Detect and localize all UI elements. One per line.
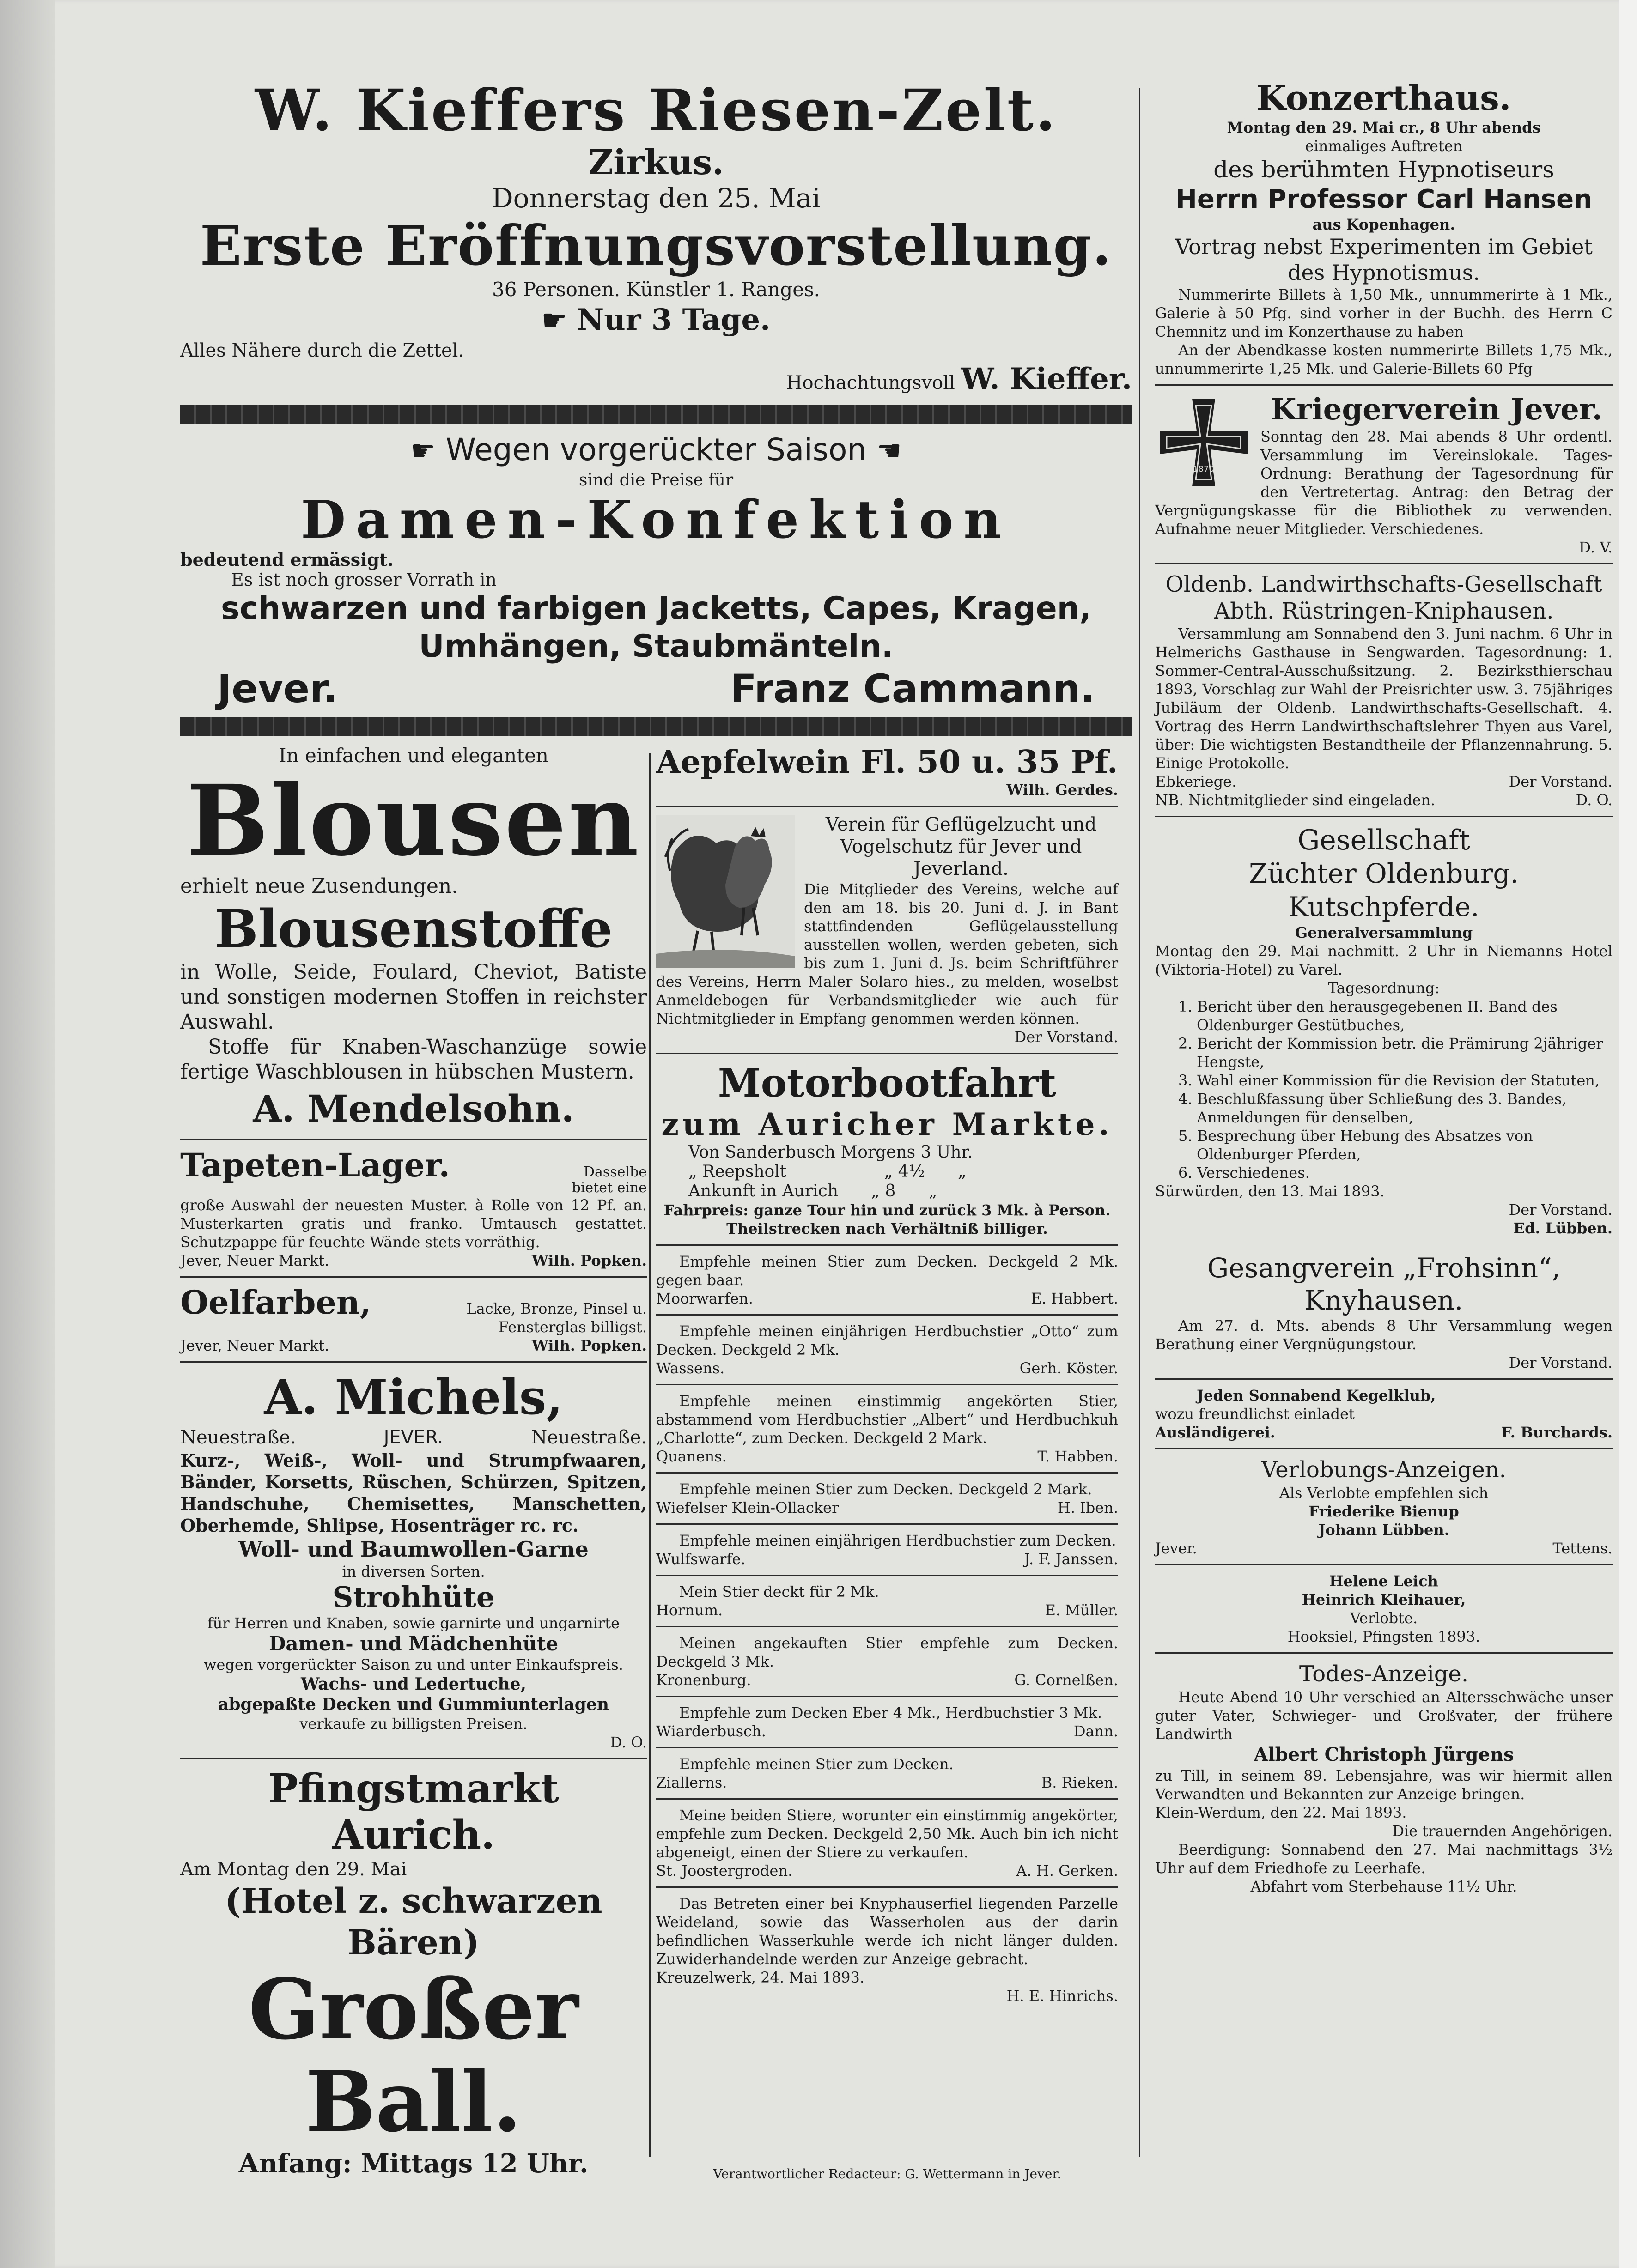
separator <box>656 1314 1118 1316</box>
todes-ad <box>1155 1660 1613 1896</box>
pointing-hand-right-icon: ☛ <box>410 435 436 467</box>
kutschpferde-sign1: Der Vorstand. <box>1509 1201 1613 1219</box>
landwirtschaft-ad <box>1155 571 1613 809</box>
separator <box>1155 1652 1613 1654</box>
mendelsohn-intro: In einfachen und eleganten <box>279 744 548 767</box>
landwirtschaft-sign: Der Vorstand. <box>1509 773 1613 790</box>
separator <box>656 1886 1118 1888</box>
separator <box>656 1747 1118 1748</box>
mendelsohn-headline2: Blousenstoffe <box>214 899 613 959</box>
verlobung-status: Verlobte. <box>1350 1609 1418 1627</box>
michels-text6: wegen vorgerückter Saison zu und unter Einkaufspreis. <box>204 1656 623 1674</box>
popken-oelfarben-headline: Oelfarben, <box>180 1283 371 1322</box>
stier-place: St. Joostergroden. <box>656 1862 793 1880</box>
gefluegel-ad <box>656 813 1118 1046</box>
todes-sign: Die trauernden Angehörigen. <box>1392 1822 1613 1840</box>
stier-place: Kronenburg. <box>656 1671 751 1689</box>
gefluegel-sign: Der Vorstand. <box>1014 1028 1118 1046</box>
stier-name: B. Rieken. <box>1041 1774 1118 1791</box>
kutschpferde-ad <box>1155 824 1613 1237</box>
michels-text1: Kurz-, Weiß-, Woll- und Strumpfwaaren, Bänder, Korsetts, Rüschen, Schürzen, Spitzen, Handschuhe, Chemisettes, Manschetten, Oberhemde, Shlipse, Hosenträger rc. rc. <box>180 1450 647 1536</box>
mendelsohn-ad <box>180 744 647 1133</box>
separator <box>180 1361 647 1363</box>
kutschpferde-text: Montag den 29. Mai nachmitt. 2 Uhr in Niemanns Hotel (Viktoria-Hotel) zu Varel. <box>1155 942 1613 978</box>
verlobung-place2: Tettens. <box>1552 1540 1613 1557</box>
separator <box>656 1244 1118 1246</box>
cammann-line3: bedeutend ermässigt. <box>180 549 394 570</box>
separator <box>656 1523 1118 1525</box>
stier-name: E. Müller. <box>1045 1601 1118 1619</box>
weideland-text: Das Betreten einer bei Knyphauserfiel liegenden Parzelle Weideland, sowie das Wasserholen aus der darin befindlichen Wasserkuhle werde ich nicht länger dulden. Zuwiderhandelnde werden zur Anzeige gebracht. <box>656 1895 1118 1968</box>
popken-tapeten-name: Wilh. Popken. <box>531 1252 647 1269</box>
stier-ad <box>656 1704 1118 1740</box>
todes-name: Albert Christoph Jürgens <box>1254 1744 1514 1765</box>
krieger-text: Sonntag den 28. Mai abends 8 Uhr ordentl. Versammlung im Vereinslokale. Tages-Ordnung: Berathung der Tagesordnung für den Vertretertag. Antrag: den Betrag der Vergnügungskasse für die Bibliothek zu verwenden. Aufnahme neuer Mitglieder. Verschiedenes. <box>1155 428 1613 538</box>
stier-name: E. Habbert. <box>1031 1290 1118 1307</box>
popken-tapeten-aside: Dasselbe bietet eine <box>572 1164 647 1196</box>
kieffer-title: W. Kieffers Riesen-Zelt. <box>255 77 1058 144</box>
todes-headline: Todes-Anzeige. <box>1299 1661 1469 1687</box>
landwirtschaft-headline2: Abth. Rüstringen-Kniphausen. <box>1214 598 1554 624</box>
separator <box>656 1798 1118 1800</box>
michels-text9: verkaufe zu billigsten Preisen. <box>299 1715 528 1733</box>
michels-text8: abgepaßte Decken und Gummiunterlagen <box>218 1695 609 1714</box>
michels-text4: für Herren und Knaben, sowie garnirte und ungarnirte <box>207 1614 620 1632</box>
verlobung-name1: Friederike Bienup <box>1308 1503 1459 1520</box>
stier-name: G. Cornelßen. <box>1014 1671 1118 1689</box>
stier-ad <box>656 1634 1118 1689</box>
kutschpferde-agenda-item: 3. Wahl einer Kommission für die Revision der Statuten, <box>1178 1072 1600 1089</box>
separator <box>656 1626 1118 1627</box>
motorboot-time: „ 4½ <box>884 1162 925 1181</box>
verlobung-place3: Hooksiel, Pfingsten 1893. <box>1287 1628 1480 1645</box>
michels-text7: Wachs- und Ledertuche, <box>300 1674 527 1694</box>
konzerthaus-from: aus Kopenhagen. <box>1312 216 1455 233</box>
kieffer-persons: 36 Personen. Künstler 1. Ranges. <box>492 278 821 301</box>
gefluegel-title: Verein für Geflügelzucht und Vogelschutz für Jever und Jeverland. <box>825 814 1097 879</box>
weideland-place: Kreuzelwerk, 24. Mai 1893. <box>656 1969 865 1986</box>
kegelklub-line2: wozu freundlichst einladet <box>1155 1405 1355 1423</box>
todes-text1: Heute Abend 10 Uhr verschied an Altersschwäche unser guter Vater, Schwieger- und Großvater, der frühere Landwirth <box>1155 1688 1613 1743</box>
separator <box>1155 1378 1613 1380</box>
popken-oelfarben-place: Jever, Neuer Markt. <box>180 1337 329 1354</box>
michels-town: JEVER. <box>383 1427 444 1448</box>
krieger-sign: D. V. <box>1579 539 1613 556</box>
popken-oelfarben-ad <box>180 1284 647 1355</box>
aurich-ad <box>180 1766 647 2179</box>
weideland-ad <box>656 1894 1118 2005</box>
kutschpferde-headline1: Gesellschaft <box>1297 824 1470 856</box>
stier-place: Moorwarfen. <box>656 1290 753 1307</box>
apfelwein-headline: Aepfelwein Fl. 50 u. 35 Pf. <box>656 744 1118 781</box>
apfelwein-ad <box>656 744 1118 799</box>
cammann-line1: Wegen vorgerückter Saison <box>445 432 867 467</box>
todes-text3: Beerdigung: Sonnabend den 27. Mai nachmittags 3½ Uhr auf dem Friedhofe zu Leerhafe. <box>1155 1841 1613 1877</box>
motorboot-row-2 <box>656 1162 1118 1182</box>
separator <box>656 1384 1118 1385</box>
motorboot-place: Ankunft in Aurich <box>688 1182 838 1201</box>
page-edge-right <box>1619 0 1637 2268</box>
right-column <box>1155 79 1613 1896</box>
ornamental-rule <box>180 405 1132 424</box>
separator <box>1155 563 1613 564</box>
popken-tapeten-text: große Auswahl der neuesten Muster. à Rolle von 12 Pf. an. Musterkarten gratis und franko. Umtausch gestattet. Schutzpappe für feuchte Wände stets vorräthig. <box>180 1196 647 1251</box>
konzerthaus-ad <box>1155 79 1613 378</box>
kutschpferde-agenda-item: 2. Bericht der Kommission betr. die Prämirung 2jähriger Hengste, <box>1178 1035 1603 1071</box>
stier-place: Quanens. <box>656 1448 727 1465</box>
stier-text: Meine beiden Stiere, worunter ein einstimmig angekörter, empfehle zum Decken. Deckgeld 2,50 Mk. Auch bin ich nicht abgeneigt, einen der Stiere zu verkaufen. <box>656 1807 1118 1861</box>
michels-headline: A. Michels, <box>264 1369 563 1425</box>
cammann-ad <box>180 429 1132 712</box>
frohsinn-headline1: Gesangverein „Frohsinn“, <box>1207 1252 1561 1284</box>
kutschpferde-agenda-title: Tagesordnung: <box>1328 979 1440 997</box>
cross-year: 1870 <box>1193 464 1214 474</box>
separator <box>180 1276 647 1278</box>
stier-text: Mein Stier deckt für 2 Mk. <box>679 1583 879 1601</box>
stier-text: Meinen angekauften Stier empfehle zum Decken. Deckgeld 3 Mk. <box>656 1634 1118 1670</box>
verlobung-place1: Jever. <box>1155 1540 1197 1557</box>
stier-ad <box>656 1583 1118 1619</box>
stier-text: Empfehle meinen einstimmig angekörten Stier, abstammend vom Herdbuchstier „Albert“ und Herdbuchkuh „Charlotte“, zum Decken. Deckgeld 2 Mark. <box>656 1392 1118 1447</box>
cammann-line5: schwarzen und farbigen Jacketts, Capes, Kragen, <box>221 590 1091 627</box>
cammann-line2: sind die Preise für <box>578 471 734 490</box>
kutschpferde-agenda-item: 5. Besprechung über Hebung des Absatzes von Oldenburger Pferden, <box>1178 1127 1533 1163</box>
aurich-event: Großer Ball. <box>248 1961 579 2151</box>
column-rule-right <box>1139 88 1140 2157</box>
verlobung-name4: Heinrich Kleihauer, <box>1302 1591 1466 1608</box>
verlobung-headline: Verlobungs-Anzeigen. <box>1261 1457 1506 1483</box>
landwirtschaft-place: Ebkeriege. <box>1155 773 1237 790</box>
aurich-start: Anfang: Mittags 12 Uhr. <box>238 2148 589 2179</box>
kutschpferde-agenda-item: 6. Verschiedenes. <box>1178 1164 1310 1182</box>
apfelwein-name: Wilh. Gerdes. <box>1006 781 1118 799</box>
landwirtschaft-headline1: Oldenb. Landwirthschafts-Gesellschaft <box>1165 571 1602 597</box>
kutschpferde-agenda-item: 1. Bericht über den herausgegebenen II. Band des Oldenburger Gestütbuches, <box>1178 998 1558 1034</box>
frohsinn-sign: Der Vorstand. <box>1509 1354 1613 1371</box>
left-column <box>180 744 647 2179</box>
kutschpferde-place: Sürwürden, den 13. Mai 1893. <box>1155 1183 1385 1200</box>
frohsinn-text: Am 27. d. Mts. abends 8 Uhr Versammlung wegen Berathung einer Vergnügungstour. <box>1155 1317 1613 1353</box>
separator <box>180 1139 647 1140</box>
separator <box>1155 816 1613 817</box>
top-section <box>180 79 1132 741</box>
separator <box>656 806 1118 807</box>
separator <box>656 1472 1118 1474</box>
motorboot-unit: „ <box>928 1182 937 1201</box>
motorboot-place: Von Sanderbusch Morgens <box>688 1143 916 1162</box>
popken-oelfarben-name: Wilh. Popken. <box>531 1337 647 1354</box>
stier-text: Empfehle meinen Stier zum Decken. Deckgeld 2 Mk. gegen baar. <box>656 1253 1118 1289</box>
kegelklub-ad <box>1155 1386 1613 1442</box>
footer-redacteur: Verantwortlicher Redacteur: G. Wettermann in Jever. <box>713 2166 1061 2182</box>
mendelsohn-name: A. Mendelsohn. <box>253 1087 574 1130</box>
gefluegel-text: Die Mitglieder des Vereins, welche auf den am 18. bis 20. Juni d. J. in Bant stattfindenden Geflügelausstellung ausstellen wollen, werden gebeten, sich bis zum 1. Juni d. Js. beim Schriftführer des Vereins, Herrn Maler Solaro hies., zu melden, woselbst Anmeldebogen für Verbandsmitglieder wie auch für Nichtmitglieder in Empfang genommen werden können. <box>656 880 1118 1027</box>
kutschpferde-sign2: Ed. Lübben. <box>1513 1219 1613 1237</box>
mendelsohn-text1: erhielt neue Zusendungen. <box>180 874 458 898</box>
kieffer-sign-name: W. Kieffer. <box>961 362 1132 396</box>
todes-text4: Abfahrt vom Sterbehause 11½ Uhr. <box>1250 1878 1517 1895</box>
konzerthaus-text1: Nummerirte Billets à 1,50 Mk., unnummerirte à 1 Mk., Galerie à 50 Pfg. sind vorher in der Buchh. des Herrn C Chemnitz und im Konzerthause zu haben <box>1155 286 1613 340</box>
stier-place: Wassens. <box>656 1359 725 1377</box>
stier-name: J. F. Janssen. <box>1024 1550 1118 1568</box>
konzerthaus-headline: Konzerthaus. <box>1256 79 1511 118</box>
stier-name: Dann. <box>1073 1722 1118 1740</box>
stier-name: H. Iben. <box>1057 1499 1118 1516</box>
motorboot-headline: Motorbootfahrt <box>718 1060 1057 1106</box>
separator <box>1155 1244 1613 1245</box>
motorboot-unit: Uhr. <box>936 1143 973 1162</box>
frohsinn-headline2: Knyhausen. <box>1304 1285 1463 1316</box>
michels-text5: Damen- und Mädchenhüte <box>268 1632 559 1655</box>
michels-street-left: Neuestraße. <box>180 1427 296 1448</box>
kieffer-headline: Erste Eröffnungsvorstellung. <box>200 213 1113 278</box>
konzerthaus-once: einmaliges Auftreten <box>1305 137 1463 155</box>
todes-place: Klein-Werdum, den 22. Mai 1893. <box>1155 1804 1407 1821</box>
stier-ad <box>656 1480 1118 1517</box>
stier-text: Empfehle zum Decken Eber 4 Mk., Herdbuchstier 3 Mk. <box>679 1704 1102 1722</box>
motorboot-time: 3 <box>920 1143 931 1162</box>
stier-ad <box>656 1322 1118 1377</box>
aurich-headline: Pfingstmarkt Aurich. <box>268 1765 559 1858</box>
pointing-hand-left-icon: ☚ <box>876 435 902 467</box>
cammann-name: Franz Cammann. <box>730 666 1095 711</box>
landwirtschaft-note-sign: D. O. <box>1576 791 1613 809</box>
cammann-line6: Umhängen, Staubmänteln. <box>419 628 894 665</box>
kieffer-subtitle: Zirkus. <box>588 143 724 182</box>
michels-ad <box>180 1369 647 1752</box>
motorboot-ad <box>656 1061 1118 1238</box>
mendelsohn-text3: Stoffe für Knaben-Waschanzüge sowie fertige Waschblousen in hübschen Mustern. <box>180 1035 647 1084</box>
todes-text2: zu Till, in seinem 89. Lebensjahre, was wir hiermit allen Verwandten und Bekannten zur Anzeige bringen. <box>1155 1767 1613 1803</box>
kieffer-details: Alles Nähere durch die Zettel. <box>180 340 464 361</box>
stier-place: Ziallerns. <box>656 1774 727 1791</box>
separator <box>1155 1448 1613 1449</box>
kegelklub-place: Ausländigerei. <box>1155 1424 1276 1441</box>
landwirtschaft-note: NB. Nichtmitglieder sind eingeladen. <box>1155 791 1436 809</box>
verlobung-intro: Als Verlobte empfehlen sich <box>1279 1484 1489 1502</box>
popken-tapeten-ad <box>180 1147 647 1270</box>
stier-name: Gerh. Köster. <box>1019 1359 1118 1377</box>
cammann-place: Jever. <box>217 666 338 711</box>
motorboot-unit: „ <box>957 1162 967 1181</box>
konzerthaus-text2: An der Abendkasse kosten nummerirte Billets 1,75 Mk., unnummerirte 1,25 Mk. und Galerie-Billets 60 Pfg <box>1155 341 1613 377</box>
stier-ad <box>656 1252 1118 1308</box>
middle-column <box>656 744 1118 2005</box>
stier-place: Wiefelser Klein-Ollacker <box>656 1499 839 1516</box>
cammann-headline: Damen-Konfektion <box>301 490 1011 550</box>
separator <box>180 1758 647 1759</box>
michels-text2: Woll- und Baumwollen-Garne <box>238 1537 589 1562</box>
weideland-name: H. E. Hinrichs. <box>1006 1987 1118 2005</box>
stier-name: T. Habben. <box>1037 1448 1118 1465</box>
kieffer-date: Donnerstag den 25. Mai <box>492 182 821 214</box>
separator <box>656 1696 1118 1697</box>
michels-headline2: Strohhüte <box>332 1580 495 1614</box>
separator <box>1155 384 1613 386</box>
krieger-ad <box>1155 392 1613 557</box>
mendelsohn-text2: in Wolle, Seide, Foulard, Cheviot, Batiste und sonstigen modernen Stoffen in reichster Auswahl. <box>180 960 647 1034</box>
aurich-hotel: (Hotel z. schwarzen Bären) <box>225 1881 602 1963</box>
kieffer-ad <box>180 79 1132 400</box>
kegelklub-line1: Jeden Sonnabend Kegelklub, <box>1197 1387 1436 1404</box>
separator <box>656 1575 1118 1576</box>
stier-text: Empfehle meinen Stier zum Decken. Deckgeld 2 Mark. <box>679 1480 1092 1498</box>
motorboot-partial: Theilstrecken nach Verhältniß billiger. <box>726 1220 1048 1237</box>
stier-text: Empfehle meinen einjährigen Herdbuchstier zum Decken. <box>679 1532 1116 1549</box>
landwirtschaft-text: Versammlung am Sonnabend den 3. Juni nachm. 6 Uhr in Helmerichs Gasthause in Sengwarden. Tagesordnung: 1. Sommer-Central-Ausschußsitzung. 2. Bezirksthierschau 1893, Vorschlag zur Wahl der Preisrichter usw. 3. 75jähriges Jubiläum der Oldenb. Landwirthschafts-Gesellschaft. 4. Vortrag des Herrn Landwirthschaftslehrer Thyen aus Varel, über: Die wichtigsten Bestandtheile der Pflanzennahrung. 5. Einige Protokolle. <box>1155 625 1613 772</box>
kegelklub-name: F. Burchards. <box>1501 1424 1613 1441</box>
motorboot-time: „ 8 <box>871 1182 896 1201</box>
frohsinn-ad <box>1155 1252 1613 1372</box>
michels-street-right: Neuestraße. <box>531 1427 647 1448</box>
kutschpferde-headline2: Züchter Oldenburg. Kutschpferde. <box>1249 858 1519 922</box>
motorboot-row-1 <box>656 1143 1118 1162</box>
mendelsohn-headline: Blousen <box>186 764 641 878</box>
verlobung-ad <box>1155 1456 1613 1646</box>
separator <box>656 1053 1118 1054</box>
iron-cross-icon <box>1155 394 1252 491</box>
ornamental-rule <box>180 717 1132 736</box>
page-edge-left <box>0 0 55 2268</box>
motorboot-place: „ Reepsholt <box>688 1162 787 1181</box>
stier-ad <box>656 1806 1118 1880</box>
motorboot-sub: zum Auricher Markte. <box>661 1106 1113 1142</box>
stier-ad <box>656 1755 1118 1792</box>
stier-place: Wiarderbusch. <box>656 1722 766 1740</box>
konzerthaus-date: Montag den 29. Mai cr., 8 Uhr abends <box>1227 119 1541 136</box>
motorboot-row-3 <box>656 1182 1118 1201</box>
kieffer-sign-prefix: Hochachtungsvoll <box>786 372 955 394</box>
kutschpferde-agenda-item: 4. Beschlußfassung über Schließung des 3. Bandes, Anmeldungen für denselben, <box>1178 1090 1567 1126</box>
stier-name: A. H. Gerken. <box>1016 1862 1118 1880</box>
cammann-line4: Es ist noch grosser Vorrath in <box>231 570 497 590</box>
stier-place: Hornum. <box>656 1601 723 1619</box>
rooster-illustration-icon <box>656 815 795 968</box>
popken-tapeten-headline: Tapeten-Lager. <box>180 1146 450 1184</box>
kutschpferde-sub: Generalversammlung <box>1295 924 1473 941</box>
pointing-hand-right-icon: ☛ <box>542 304 567 337</box>
konzerthaus-of: des berühmten Hypnotiseurs <box>1213 156 1554 183</box>
michels-sign: D. O. <box>610 1734 647 1751</box>
kieffer-days: Nur 3 Tage. <box>577 303 771 337</box>
konzerthaus-lecture: Vortrag nebst Experimenten im Gebiet des Hypnotismus. <box>1175 234 1593 285</box>
krieger-headline: Kriegerverein Jever. <box>1270 392 1603 427</box>
popken-tapeten-place: Jever, Neuer Markt. <box>180 1252 329 1269</box>
stier-ad <box>656 1531 1118 1568</box>
konzerthaus-name: Herrn Professor Carl Hansen <box>1175 184 1593 214</box>
stier-text: Empfehle meinen Stier zum Decken. <box>679 1755 954 1773</box>
michels-text3: in diversen Sorten. <box>342 1563 485 1580</box>
separator <box>1155 1564 1613 1565</box>
stier-place: Wulfswarfe. <box>656 1550 746 1568</box>
column-rule-middle <box>649 753 651 2157</box>
verlobung-name2: Johann Lübben. <box>1318 1521 1449 1539</box>
aurich-date: Am Montag den 29. Mai <box>180 1859 407 1880</box>
stier-ad <box>656 1392 1118 1466</box>
motorboot-price: Fahrpreis: ganze Tour hin und zurück 3 Mk. à Person. <box>663 1201 1111 1219</box>
stier-text: Empfehle meinen einjährigen Herdbuchstier „Otto“ zum Decken. Deckgeld 2 Mk. <box>656 1322 1118 1358</box>
popken-oelfarben-aside: Lacke, Bronze, Pinsel u. Fensterglas billigst. <box>466 1300 647 1336</box>
verlobung-name3: Helene Leich <box>1329 1572 1438 1590</box>
